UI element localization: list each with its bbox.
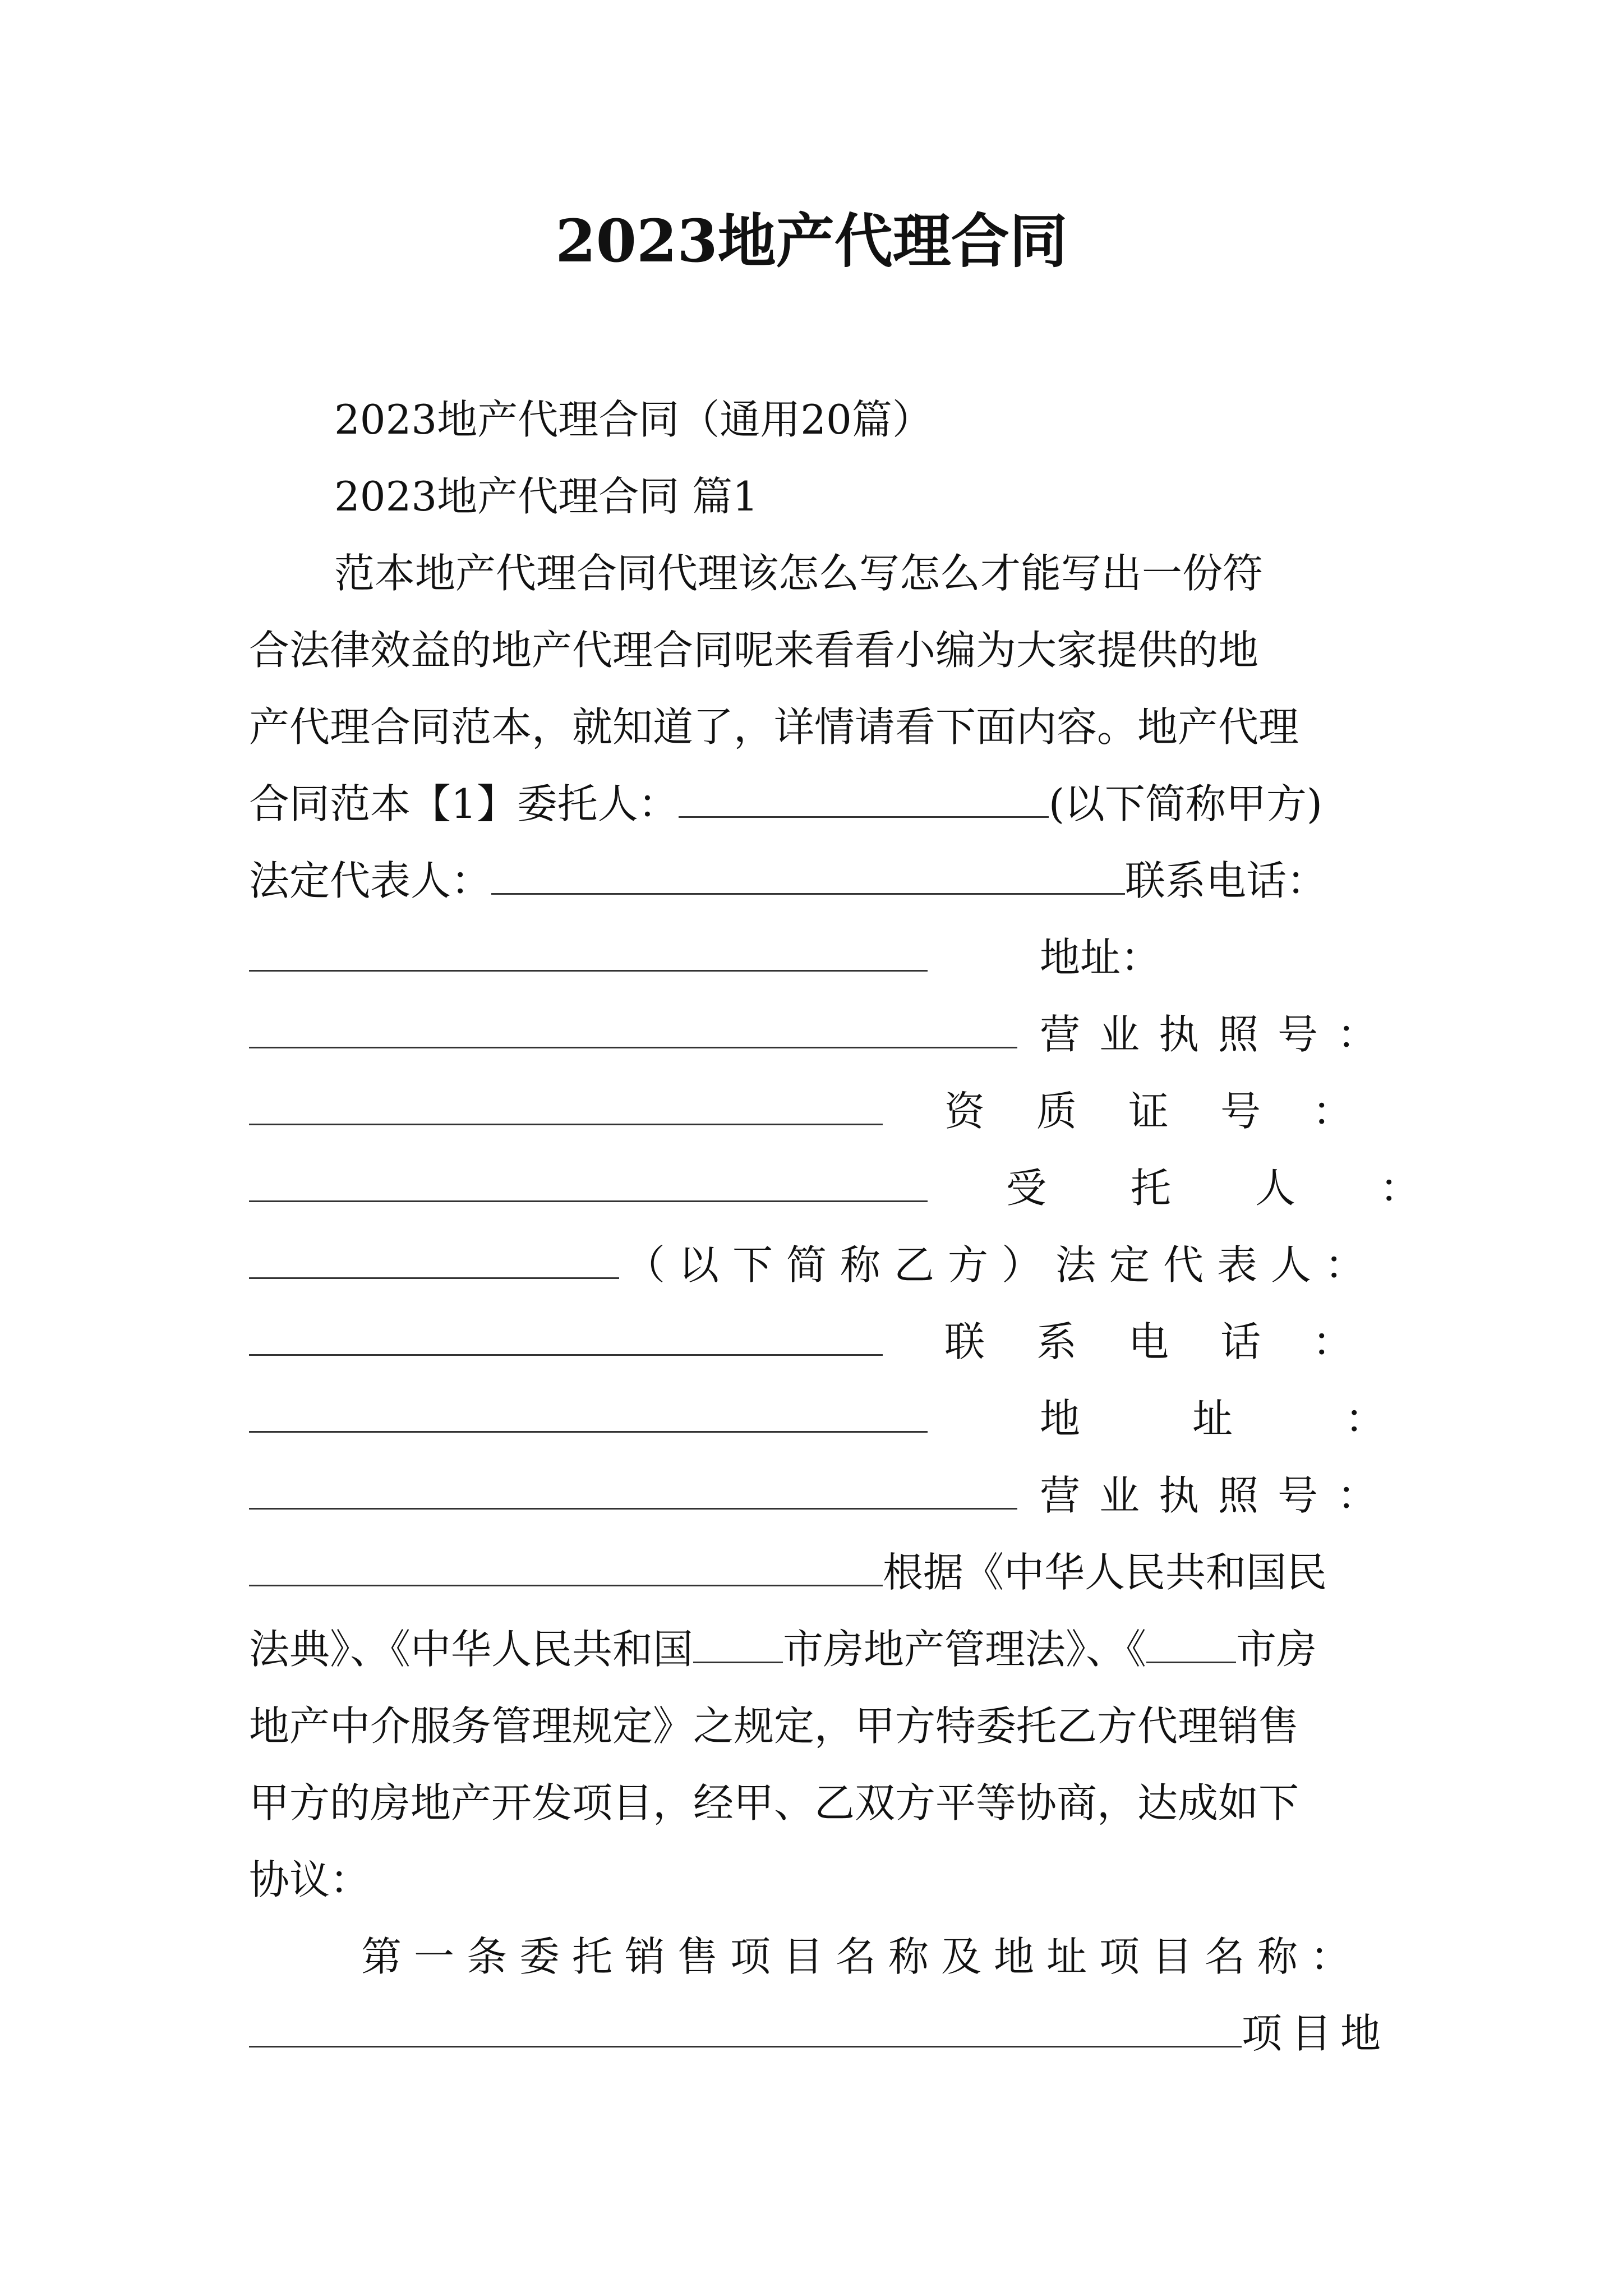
field-label: 营业执照号： [1040,1472,1397,1519]
document-title: 2023地产代理合同 [555,206,1068,275]
legal-rep-label: 法定代表人： [249,857,492,904]
legal-rep-line [249,843,1387,919]
blank [249,1013,1017,1048]
basis-line: 根据《中华人民共和国民 [249,1534,1387,1611]
party-a-note: (以下简称甲方) [1048,780,1322,827]
city-blank [693,1628,783,1663]
blank [249,1167,928,1202]
document-body [249,381,1505,2072]
field-license-2 [249,1457,1397,1534]
section-heading: 2023地产代理合同 篇1 [334,473,758,520]
blank [249,1474,1017,1510]
intro-line: 合法律效益的地产代理合同呢来看看小编为大家提供的地 [249,627,1259,674]
field-address-1 [249,919,1387,996]
field-label: 营业执照号： [1040,1011,1397,1058]
field-party-b [249,1227,1387,1304]
principal-blank [679,783,1049,818]
basis-line: 协议： [249,1856,371,1903]
field-license-1 [249,996,1397,1073]
basis-line: 地产中介服务管理规定》之规定，甲方特委托乙方代理销售 [249,1703,1299,1750]
field-label: 受托人： [1006,1165,1505,1212]
article-line: 项目地 [249,1995,1387,2072]
intro-line: 范本地产代理合同代理该怎么写怎么才能写出一份符 [334,550,1264,597]
field-label: 地址： [1040,934,1161,981]
phone-label: 联系电话： [1125,857,1327,904]
field-trustee [249,1150,1505,1227]
basis-line: 甲方的房地产开发项目，经甲、乙双方平等协商，达成如下 [249,1779,1299,1826]
blank [249,1320,883,1356]
legal-rep-blank [491,859,1125,895]
field-phone-2 [249,1304,1405,1381]
blank [249,936,928,972]
subtitle: 2023地产代理合同（通用20篇） [334,396,933,443]
field-label: 联系电话： [944,1318,1405,1365]
field-label: （以下简称乙方）法定代表人： [625,1241,1379,1289]
field-label: 地址： [1040,1395,1498,1442]
field-address-2 [249,1381,1498,1457]
intro-line: 产代理合同范本，就知道了，详情请看下面内容。地产代理 [249,703,1299,751]
city-blank [1146,1628,1236,1663]
blank [249,1397,928,1433]
article-heading: 第一条委托销售项目名称及地址项目名称： [361,1933,1363,1980]
project-name-blank [249,2012,1242,2047]
blank [249,1551,883,1586]
blank [249,1090,883,1125]
field-qualification [249,1073,1405,1150]
principal-label: 合同范本【1】委托人： [249,780,679,827]
basis-line: 法典》、《中华人民共和国 市房地产管理法》、《 市房 [249,1626,1317,1673]
principal-line [249,766,1387,843]
blank [249,1244,619,1279]
field-label: 资质证号： [944,1088,1405,1135]
